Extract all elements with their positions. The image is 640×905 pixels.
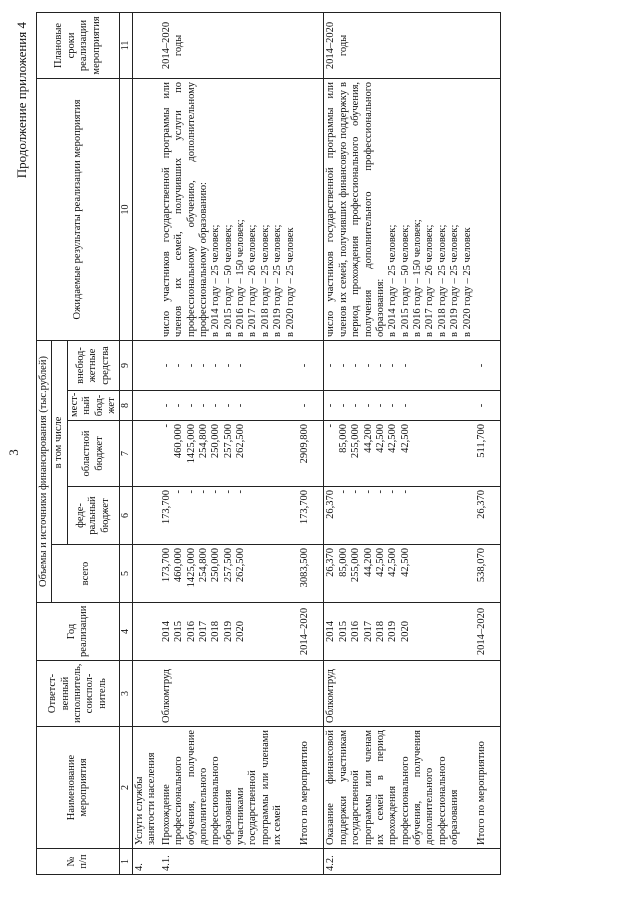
row-local (324, 391, 475, 421)
federal-line: - (387, 490, 399, 494)
years-line: 2019 (222, 621, 234, 642)
regional-line: - (160, 424, 172, 428)
total-regional: 511,700 (475, 421, 501, 487)
local-line: - (325, 403, 337, 408)
row-no: 4.1. (160, 849, 298, 875)
results-line: в 2017 году – 26 человек; (424, 224, 436, 337)
regional-line: 254,800 (197, 424, 209, 459)
extra-line: - (235, 363, 247, 368)
local-line: - (210, 403, 222, 408)
total-line: 257,500 (222, 548, 234, 583)
extra-line: - (222, 363, 234, 368)
years-line: 2014 (160, 621, 172, 642)
years-line: 2017 (197, 621, 209, 642)
row-federal (160, 487, 298, 545)
results-line: в 2019 году – 25 человек; (272, 224, 284, 337)
results-line: в 2019 году – 25 человек; (449, 224, 461, 337)
table-row (160, 12, 298, 874)
total-row (475, 12, 501, 874)
total-row (298, 12, 324, 874)
results-line: число участников государственной программы или членов их семей, получивших финансовую поддержку в период прохождения профессионального обучения, получения дополнительного профессионального образования: (325, 81, 386, 337)
total-line: 42,500 (399, 548, 411, 577)
row-executor: Облкомтруд (160, 661, 298, 727)
regional-line: - (325, 424, 337, 428)
section-row (133, 12, 160, 874)
regional-line: 250,000 (210, 424, 222, 459)
results-line: в 2015 году – 50 человек; (399, 224, 411, 337)
local-line: - (222, 403, 234, 408)
local-line: - (399, 403, 411, 408)
years-line: 2018 (374, 621, 386, 642)
col-number: 8 (120, 391, 133, 421)
years-line: 2016 (350, 621, 362, 642)
header-name: Наименование мероприятия (37, 727, 120, 849)
regional-line: 42,500 (387, 424, 399, 453)
total-line: 250,000 (210, 548, 222, 583)
row-terms: 2014–2020 годы (160, 12, 298, 78)
total-line: 262,500 (235, 548, 247, 583)
extra-line: - (197, 363, 209, 368)
row-regional (160, 421, 298, 487)
years-line: 2020 (399, 621, 411, 642)
row-no: 4.2. (324, 849, 475, 875)
extra-line: - (325, 363, 337, 368)
header-row-1 (37, 12, 52, 874)
years-line: 2018 (210, 621, 222, 642)
local-line: - (185, 403, 197, 408)
results-line: в 2016 году – 150 человек; (412, 219, 424, 337)
row-executor: Облкомтруд (324, 661, 475, 727)
extra-line: - (374, 363, 386, 368)
extra-line: - (387, 363, 399, 368)
total-total: 538,070 (475, 545, 501, 603)
results-line: в 2020 году – 25 человек (461, 227, 473, 337)
local-line: - (362, 403, 374, 408)
row-extra (160, 340, 298, 390)
col-number: 11 (120, 12, 133, 78)
federal-line: - (173, 490, 185, 494)
extra-line: - (399, 363, 411, 368)
years-line: 2019 (387, 621, 399, 642)
financing-table (36, 12, 501, 875)
section-no: 4. (133, 849, 160, 875)
row-total (324, 545, 475, 603)
appendix-continuation: Продолжение приложения 4 (14, 22, 29, 179)
total-line: 173,700 (160, 548, 172, 583)
header-financing: Объемы и источники финансирования (тыс.рублей) (37, 340, 52, 602)
regional-line: 262,500 (235, 424, 247, 459)
total-local: - (475, 391, 501, 421)
federal-line: 26,370 (325, 490, 337, 519)
extra-line: - (350, 363, 362, 368)
col-number: 2 (120, 727, 133, 849)
row-terms: 2014–2020 годы (324, 12, 475, 78)
extra-line: - (210, 363, 222, 368)
total-label: Итого по мероприятию (298, 727, 324, 849)
table-row (324, 12, 475, 874)
row-years (160, 603, 298, 661)
regional-line: 1425,000 (185, 424, 197, 464)
regional-line: 85,000 (337, 424, 349, 453)
results-line: в 2017 году – 26 человек; (247, 224, 259, 337)
row-regional (324, 421, 475, 487)
header-no: № п/п (37, 849, 120, 875)
total-federal: 26,370 (475, 487, 501, 545)
extra-line: - (160, 363, 172, 368)
header-regional: областной бюджет (67, 421, 120, 487)
section-title: Услуги службы занятости населения (133, 727, 160, 849)
regional-line: 44,200 (362, 424, 374, 453)
federal-line: - (337, 490, 349, 494)
years-line: 2014 (325, 621, 337, 642)
extra-line: - (362, 363, 374, 368)
total-label: Итого по мероприятию (475, 727, 501, 849)
col-number: 4 (120, 603, 133, 661)
row-total (160, 545, 298, 603)
total-line: 1425,000 (185, 548, 197, 588)
col-number: 3 (120, 661, 133, 727)
federal-line: - (350, 490, 362, 494)
extra-line: - (185, 363, 197, 368)
row-local (160, 391, 298, 421)
header-federal: феде-ральный бюджет (67, 487, 120, 545)
federal-line: 173,700 (160, 490, 172, 525)
total-federal: 173,700 (298, 487, 324, 545)
header-year: Год реализации (37, 603, 120, 661)
extra-line: - (173, 363, 185, 368)
total-years: 2014–2020 (298, 603, 324, 661)
results-line: в 2016 году – 150 человек; (235, 219, 247, 337)
regional-line: 42,500 (399, 424, 411, 453)
years-line: 2017 (362, 621, 374, 642)
header-including: в том числе (52, 340, 67, 544)
local-line: - (173, 403, 185, 408)
federal-line: - (399, 490, 411, 494)
federal-line: - (362, 490, 374, 494)
col-number: 6 (120, 487, 133, 545)
row-extra (324, 340, 475, 390)
local-line: - (350, 403, 362, 408)
federal-line: - (222, 490, 234, 494)
results-line: в 2015 году – 50 человек; (222, 224, 234, 337)
total-line: 255,000 (350, 548, 362, 583)
federal-line: - (374, 490, 386, 494)
total-line: 42,500 (374, 548, 386, 577)
results-line: число участников государственной программы или членов их семей, получивших услуги по профессиональному обучению, дополнительному профессиональному образованию: (160, 81, 209, 337)
row-years (324, 603, 475, 661)
page-number: 3 (6, 449, 21, 456)
years-line: 2015 (337, 621, 349, 642)
header-results: Ожидаемые результаты реализации мероприятия (37, 78, 120, 340)
col-number: 1 (120, 849, 133, 875)
local-line: - (197, 403, 209, 408)
col-number: 9 (120, 340, 133, 390)
regional-line: 255,000 (350, 424, 362, 459)
row-name: Прохождение профессионального обучения, получение дополнительного профессионального образования участниками государственной программы или членами их семей (160, 727, 298, 849)
header-total: всего (52, 545, 120, 603)
results-line: в 2014 году – 25 человек; (210, 224, 222, 337)
regional-line: 257,500 (222, 424, 234, 459)
regional-line: 460,000 (173, 424, 185, 459)
total-total: 3083,500 (298, 545, 324, 603)
total-local: - (298, 391, 324, 421)
total-years: 2014–2020 (475, 603, 501, 661)
row-results (160, 78, 298, 340)
results-line: в 2020 году – 25 человек (284, 227, 296, 337)
federal-line: - (235, 490, 247, 494)
local-line: - (235, 403, 247, 408)
federal-line: - (185, 490, 197, 494)
results-line: в 2014 году – 25 человек; (387, 224, 399, 337)
total-extra: - (298, 340, 324, 390)
total-line: 44,200 (362, 548, 374, 577)
local-line: - (160, 403, 172, 408)
extra-line: - (337, 363, 349, 368)
local-line: - (374, 403, 386, 408)
results-line: в 2018 году – 25 человек; (259, 224, 271, 337)
header-executor: Ответст-венный исполнитель, соиспол-нитель (37, 661, 120, 727)
total-line: 26,370 (325, 548, 337, 577)
total-extra: - (475, 340, 501, 390)
col-number: 7 (120, 421, 133, 487)
col-number: 10 (120, 78, 133, 340)
years-line: 2020 (235, 621, 247, 642)
total-line: 85,000 (337, 548, 349, 577)
row-name: Оказание финансовой поддержки участникам государственной программы или членам их семей в период прохождения профессионального обучения, получения дополнительного профессионального образования (324, 727, 475, 849)
header-terms: Плановые сроки реализации мероприятия (37, 12, 120, 78)
local-line: - (337, 403, 349, 408)
col-number: 5 (120, 545, 133, 603)
header-local: мест-ный бюд-жет (67, 391, 120, 421)
total-line: 254,800 (197, 548, 209, 583)
total-regional: 2909,800 (298, 421, 324, 487)
regional-line: 42,500 (374, 424, 386, 453)
column-number-row (120, 12, 133, 874)
total-line: 42,500 (387, 548, 399, 577)
header-extra: внебюд-жетные средства (67, 340, 120, 390)
row-results (324, 78, 475, 340)
federal-line: - (210, 490, 222, 494)
row-federal (324, 487, 475, 545)
years-line: 2016 (185, 621, 197, 642)
results-line: в 2018 году – 25 человек; (436, 224, 448, 337)
total-line: 460,000 (173, 548, 185, 583)
local-line: - (387, 403, 399, 408)
years-line: 2015 (173, 621, 185, 642)
federal-line: - (197, 490, 209, 494)
